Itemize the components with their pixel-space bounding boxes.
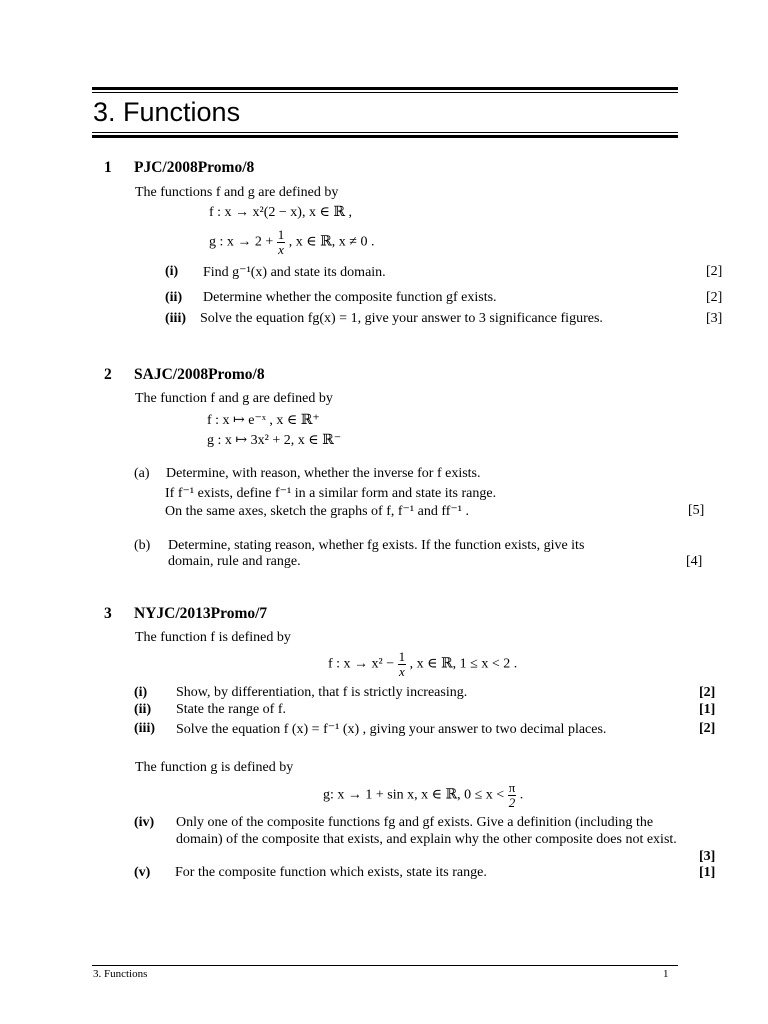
q3-title: NYJC/2013Promo/7 [134,605,268,622]
chapter-title: 3. Functions [93,97,241,127]
q3-part-label: (iii) [134,721,155,736]
q3-g-definition [323,781,523,810]
q1-g-frac-num: 1 [277,227,285,242]
q3-g-intro: The function g is defined by [135,760,294,775]
q2-b-line2: domain, rule and range. [168,554,301,569]
q3-f-definition [328,650,517,679]
q3-part-text: Show, by differentiation, that f is strictly increasing. [176,685,468,700]
q3-v-mark: [1] [699,865,716,880]
q1-f-definition: f : x → x²(2 − x), x ∈ ℝ , [209,205,352,220]
q3-f-def-part-a: f : x → x² − [328,656,395,672]
q1-part-mark: [3] [706,311,723,326]
q2-b-label: (b) [134,538,151,553]
q3-g-frac-num: π [508,780,516,795]
q3-f-fraction [398,650,407,679]
q3-f-frac-den: x [399,664,405,679]
q1-g-frac-den: x [278,242,284,257]
q1-title: PJC/2008Promo/8 [134,159,255,176]
footer-rule [92,965,678,966]
q1-part-label: (i) [165,264,179,279]
q3-v-label: (v) [134,865,151,880]
q2-number: 2 [104,366,112,383]
q1-g-fraction [277,228,286,257]
q3-part-text: State the range of f. [176,702,287,717]
q2-a-line1: Determine, with reason, whether the inverse for f exists. [166,466,481,481]
q1-part-mark: [2] [706,264,723,279]
q3-f-def-part-b: , x ∈ ℝ, 1 ≤ x < 2 . [409,656,518,672]
q1-part-label: (ii) [165,290,183,305]
q1-number: 1 [104,159,112,176]
q3-part-label: (ii) [134,702,152,717]
q1-part-label: (iii) [165,311,186,326]
q3-intro: The function f is defined by [135,630,291,645]
q2-a-mark: [5] [688,503,705,518]
q2-a-label: (a) [134,466,150,481]
q3-part-mark: [2] [699,685,716,700]
q2-intro: The function f and g are defined by [135,391,333,406]
q3-g-fraction [508,781,517,810]
footer-chapter-label: 3. Functions [93,968,148,980]
q2-g-definition: g : x ↦ 3x² + 2, x ∈ ℝ⁻ [207,433,342,448]
header-rule-top-thick [92,87,678,90]
q3-part-mark: [1] [699,702,716,717]
header-rule-top-thin [92,92,678,93]
q1-g-definition [209,228,374,257]
q3-g-def-part-b: . [519,787,524,803]
q2-a-line3: On the same axes, sketch the graphs of f, f⁻¹ and ff⁻¹ . [165,504,469,519]
q3-part-mark: [2] [699,721,716,736]
header-rule-bottom-thin [92,132,678,133]
q3-iv-line2: domain) of the composite that exists, and explain why the other composite does not exist. [176,832,677,847]
q3-iv-line1: Only one of the composite functions fg and gf exists. Give a definition (including the [176,815,654,830]
footer-page-number: 1 [663,968,669,980]
q2-a-line2: If f⁻¹ exists, define f⁻¹ in a similar form and state its range. [165,486,497,501]
q3-g-frac-den: 2 [508,795,516,810]
q2-title: SAJC/2008Promo/8 [134,366,265,383]
q3-part-text: Solve the equation f (x) = f⁻¹ (x) , giving your answer to two decimal places. [176,722,607,737]
q3-iv-label: (iv) [134,815,155,830]
q1-part-text: Determine whether the composite function gf exists. [203,290,497,305]
q2-b-line1: Determine, stating reason, whether fg exists. If the function exists, give its [168,538,585,553]
q3-part-label: (i) [134,685,148,700]
q3-iv-mark: [3] [699,849,716,864]
q1-part-text: Solve the equation fg(x) = 1, give your answer to 3 significance figures. [200,311,603,326]
q2-b-mark: [4] [686,554,703,569]
header-rule-bottom-thick [92,135,678,138]
q1-g-def-part-a: g : x → 2 + [209,234,274,250]
q1-part-text: Find g⁻¹(x) and state its domain. [203,265,386,280]
q3-number: 3 [104,605,112,622]
q3-g-def-part-a: g: x → 1 + sin x, x ∈ ℝ, 0 ≤ x < [323,787,505,803]
q1-g-def-part-b: , x ∈ ℝ, x ≠ 0 . [288,234,375,250]
q1-part-mark: [2] [706,290,723,305]
q2-f-definition: f : x ↦ e⁻ˣ , x ∈ ℝ⁺ [207,413,320,428]
q3-v-text: For the composite function which exists, state its range. [175,865,487,880]
q1-intro: The functions f and g are defined by [135,185,339,200]
q3-f-frac-num: 1 [398,649,406,664]
